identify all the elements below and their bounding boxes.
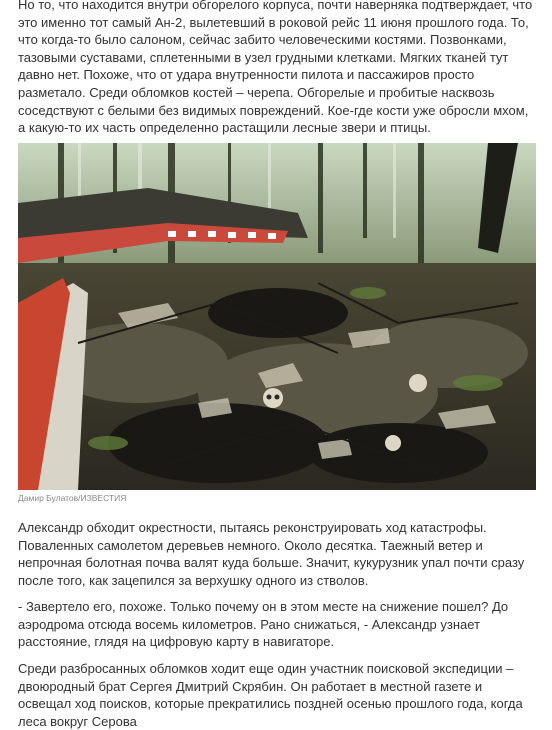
article-paragraph-2: Александр обходит окрестности, пытаясь реконструировать ход катастрофы. Поваленных самолетом деревьев немного. Около десятка. Таежный ветер и непрочная болотная почва валят куда больше. Значит, кукурузник упал почти сразу после того, как зацепился за верхушку одного из стволов.: [18, 520, 525, 588]
photo-caption: Дамир Булатов/ИЗВЕСТИЯ: [18, 493, 127, 503]
crash-site-photo: [18, 143, 536, 490]
article-paragraph-3: - Завертело его, похоже. Только почему он в этом месте на снижение пошел? До аэродрома отсюда восемь километров. Рано снижаться, - Александр узнает расстояние, глядя на цифровую карту в навигаторе.: [18, 599, 509, 650]
article-paragraph-4: Среди разбросанных обломков ходит еще один участник поисковой экспедиции – двоюродный брат Сергея Дмитрий Скрябин. Он работает в местной газете и освещал ход поисков, которые прекратились поздней осенью прошлого года, когда леса вокруг Серова: [18, 661, 523, 729]
article-paragraph-1: Но то, что находится внутри обгорелого корпуса, почти наверняка подтверждает, что это именно тот самый Ан-2, вылетевший в роковой рейс 11 июня прошлого года. То, что когда-то было салоном, сейчас забито человеческими костями. Позвонками, тазовыми суставами, сплетенными в узел грудными клетками. Мягких тканей тут давно нет. Похоже, что от удара внутренности пилота и пассажиров просто разметало. Среди обломков костей – черепа. Обгорелые и пробитые насквозь соседствуют с белыми без видимых повреждений. Кое-где кости уже обросли мхом, а какую-то их часть определенно растащили лесные звери и птицы.: [18, 0, 533, 136]
